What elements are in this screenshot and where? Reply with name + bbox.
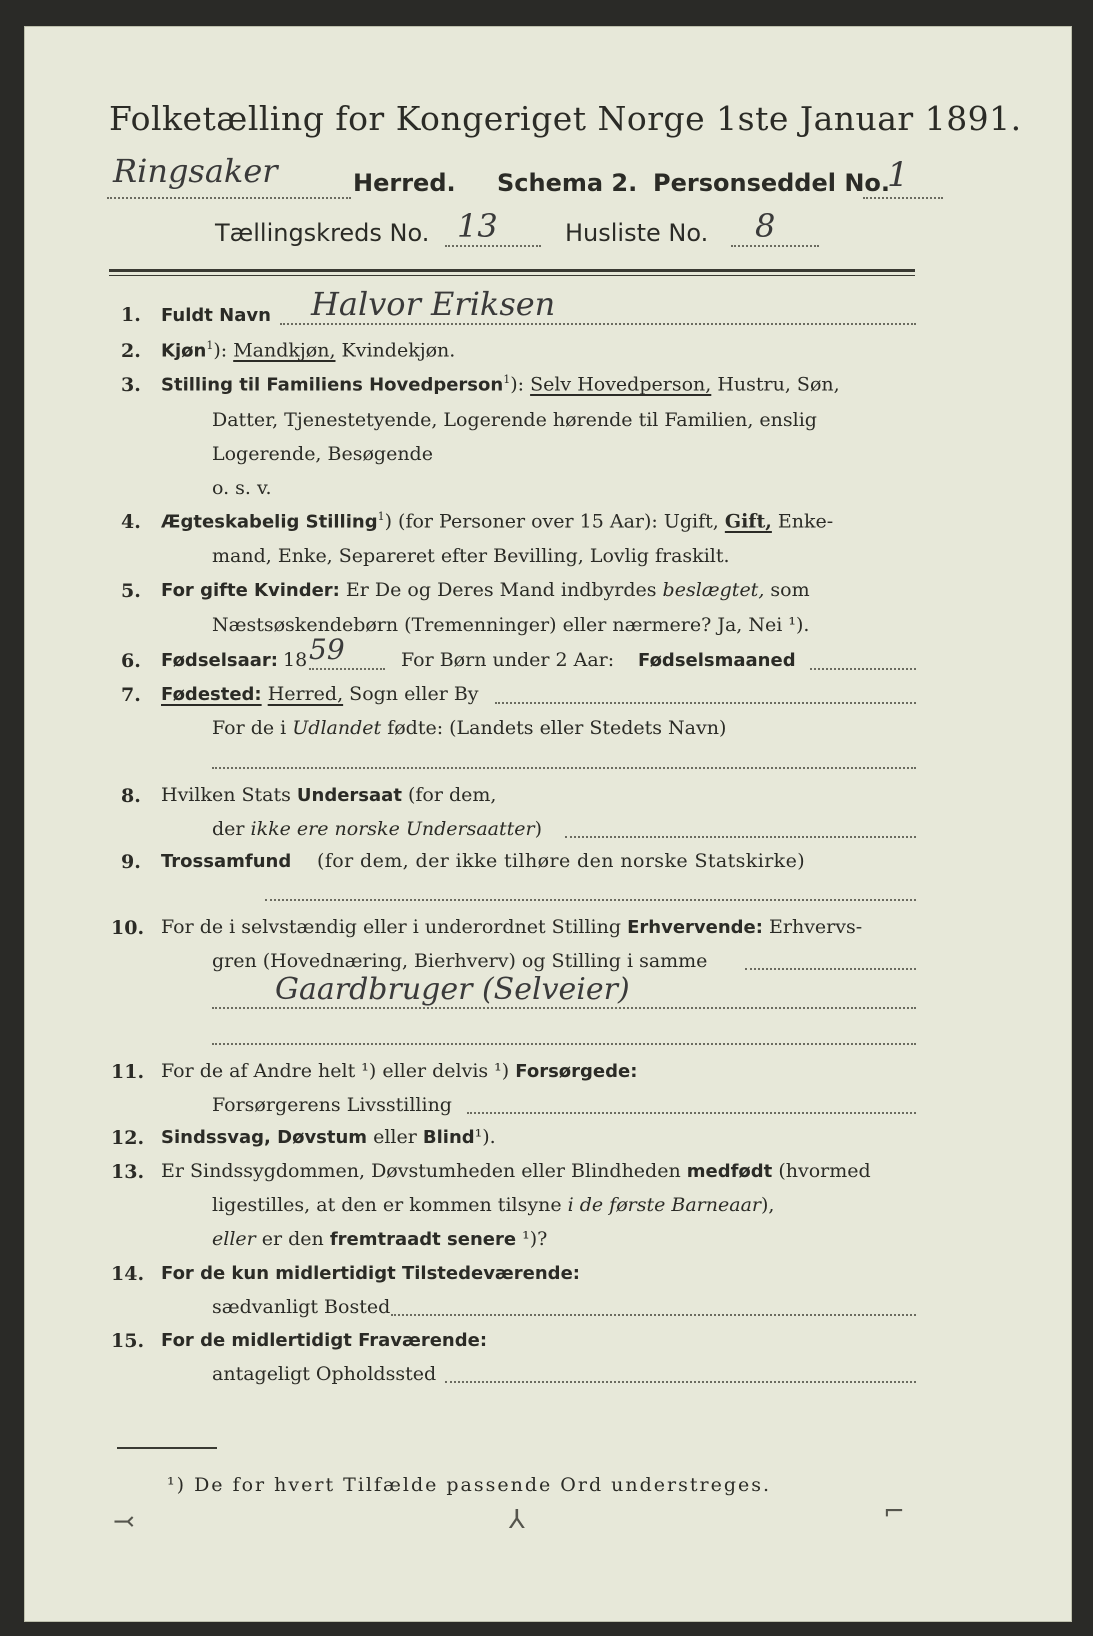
item-number: 8. xyxy=(121,785,141,807)
erhverv-line-2: gren (Hovednæring, Bierhverv) og Stilling i samme xyxy=(212,950,708,972)
undersaat-line-2 xyxy=(212,818,542,840)
full-name-value: Halvor Eriksen xyxy=(311,285,556,323)
medfodt-line2-end: ), xyxy=(761,1194,775,1216)
kjon-selected-option: Mandkjøn, xyxy=(233,339,336,362)
crop-mark: ⅄ xyxy=(509,1505,525,1535)
undersaat-label: Undersaat xyxy=(296,785,402,806)
fodested-dotted-line xyxy=(495,702,916,704)
udland-dotted-line xyxy=(212,767,916,769)
colon: ): xyxy=(510,373,525,396)
header-rule-top xyxy=(109,269,915,272)
sindssvag-line xyxy=(161,1126,496,1148)
footnote-ref: 1 xyxy=(377,510,385,523)
fodselsaar-dotted-line xyxy=(309,668,385,670)
aegteskab-options-end: Enke- xyxy=(777,510,834,533)
fodested-selected-option: Herred, xyxy=(267,683,344,705)
herred-value: Ringsaker xyxy=(113,152,278,190)
fremtraadt-label: fremtraadt senere xyxy=(329,1229,517,1250)
stilling-line-4: o. s. v. xyxy=(212,477,272,499)
forsorgede-text: For de af Andre helt ¹) eller delvis ¹) xyxy=(161,1060,510,1082)
gifte-line xyxy=(161,579,810,601)
item-number: 11. xyxy=(111,1061,145,1083)
medfodt-line-3 xyxy=(212,1228,547,1250)
fodested-label: Fødested: xyxy=(161,684,262,705)
footnote: ¹) De for hvert Tilfælde passende Ord understreges. xyxy=(167,1474,772,1496)
sindssvag-text-end: ¹). xyxy=(474,1126,496,1148)
fodselsaar-label: Fødselsaar: xyxy=(161,650,278,671)
undersaat-line2-text: der xyxy=(212,818,245,840)
aegteskab-selected-option: Gift, xyxy=(724,510,772,533)
stilling-line xyxy=(161,373,840,395)
item-number: 10. xyxy=(111,917,145,939)
stilling-line-2: Datter, Tjenestetyende, Logerende hørende til Familien, enslig xyxy=(212,409,817,431)
personseddel-dotted-line xyxy=(863,197,943,199)
item-number: 9. xyxy=(121,851,141,873)
footnote-rule xyxy=(117,1447,217,1449)
udland-emphasis: Udlandet xyxy=(292,717,382,739)
sindssvag-label: Sindssvag, Døvstum xyxy=(161,1127,368,1148)
gifte-question: Er De og Deres Mand indbyrdes xyxy=(345,579,657,601)
aegteskab-options: ) (for Personer over 15 Aar): Ugift, xyxy=(384,510,719,533)
husliste-label: Husliste No. xyxy=(565,219,709,247)
item-number: 4. xyxy=(121,511,141,533)
erhverv-value: Gaardbruger (Selveier) xyxy=(275,972,630,1007)
medfodt-text: Er Sindssygdommen, Døvstumheden eller Blindheden xyxy=(161,1160,681,1182)
item-number: 12. xyxy=(111,1127,145,1149)
herred-dotted-line xyxy=(107,197,351,199)
erhverv-text: For de i selvstændig eller i underordnet Stilling xyxy=(161,916,622,938)
forsorgede-dotted-line xyxy=(467,1112,916,1114)
sindssvag-text: eller xyxy=(373,1126,417,1148)
erhverv-dotted-line xyxy=(745,968,916,970)
fodselsmaaned-dotted-line xyxy=(810,668,916,670)
opholdssted-dotted-line xyxy=(445,1381,916,1383)
aegteskab-label: Ægteskabelig Stilling xyxy=(161,511,378,533)
item-number: 3. xyxy=(121,374,141,396)
crop-mark: ⤙ xyxy=(113,1507,135,1537)
gifte-question-emphasis: beslægtet, xyxy=(662,579,765,601)
undersaat-text-end: (for dem, xyxy=(407,784,497,806)
stilling-selected-option: Selv Hovedperson, xyxy=(530,373,712,396)
kreds-label: Tællingskreds No. xyxy=(215,219,430,247)
medfodt-line2-text: ligestilles, at den er kommen tilsyne xyxy=(212,1194,562,1216)
gifte-label: For gifte Kvinder: xyxy=(161,580,340,601)
schema-label: Schema 2. xyxy=(497,169,638,197)
item-number: 14. xyxy=(111,1263,145,1285)
item-number: 15. xyxy=(111,1330,145,1352)
tilstedevaerende-line-2: sædvanligt Bosted xyxy=(212,1296,391,1318)
undersaat-paren: ) xyxy=(534,818,543,840)
undersaat-emphasis: ikke ere norske Undersaatter xyxy=(250,818,535,840)
gifte-question-end: som xyxy=(770,579,810,601)
stilling-options: Hustru, Søn, xyxy=(717,373,840,396)
aegteskab-line-2: mand, Enke, Separeret efter Bevilling, Lovlig fraskilt. xyxy=(212,545,730,567)
erhverv-line xyxy=(161,916,862,938)
fodselsmaaned-label: Fødselsmaaned xyxy=(638,650,796,671)
erhverv-value-dotted-line xyxy=(212,1007,916,1009)
fodselsaar-value: 59 xyxy=(309,633,345,666)
medfodt-text-end: (hvormed xyxy=(778,1160,871,1182)
fravaerende-line-2: antageligt Opholdssted xyxy=(212,1363,437,1385)
personseddel-value: 1 xyxy=(887,155,909,195)
eller-emphasis: eller xyxy=(212,1228,256,1250)
form-title: Folketælling for Kongeriget Norge 1ste Januar 1891. xyxy=(109,99,1022,138)
fodested-options: Sogn eller By xyxy=(349,683,479,705)
full-name-label: Fuldt Navn xyxy=(161,305,271,326)
medfodt-line3-end: ¹)? xyxy=(522,1228,548,1250)
fodselsmaaned-prefix: For Børn under 2 Aar: xyxy=(401,649,615,671)
medfodt-emphasis: i de første Barneaar xyxy=(567,1194,761,1216)
forsorgede-line-2: Forsørgerens Livsstilling xyxy=(212,1094,452,1116)
kreds-value: 13 xyxy=(457,207,498,245)
tilstedevaerende-label: For de kun midlertidigt Tilstedeværende: xyxy=(161,1263,580,1284)
aegteskab-line xyxy=(161,510,833,532)
medfodt-label: medfødt xyxy=(686,1161,773,1182)
kjon-label: Kjøn xyxy=(161,340,207,362)
item-number: 13. xyxy=(111,1161,145,1183)
fodselsaar-prefix: 18 xyxy=(283,649,308,671)
erhverv-label: Erhvervende: xyxy=(627,917,763,938)
full-name-dotted-line xyxy=(280,323,916,325)
item-number: 1. xyxy=(121,304,141,326)
undersaat-text: Hvilken Stats xyxy=(161,784,291,806)
colon: ): xyxy=(213,339,228,362)
blind-label: Blind xyxy=(422,1127,475,1148)
kreds-dotted-line xyxy=(445,245,541,247)
gifte-line-2: Næstsøskendebørn (Tremenninger) eller nærmere? Ja, Nei ¹). xyxy=(212,614,810,636)
undersaat-line xyxy=(161,784,496,806)
fodested-line xyxy=(161,683,479,705)
item-number: 2. xyxy=(121,340,141,362)
trossamfund-text: (for dem, der ikke tilhøre den norske Statskirke) xyxy=(317,850,806,872)
forsorgede-label: Forsørgede: xyxy=(515,1061,638,1082)
crop-mark: ⌐ xyxy=(883,1497,905,1527)
header-rule-bottom xyxy=(109,275,915,276)
erhverv-text-end: Erhvervs- xyxy=(769,916,863,938)
trossamfund-dotted-line xyxy=(265,899,916,901)
medfodt-line3-text: er den xyxy=(261,1228,324,1250)
kjon-option: Kvindekjøn. xyxy=(341,339,456,362)
item-number: 5. xyxy=(121,580,141,602)
trossamfund-label: Trossamfund xyxy=(161,851,292,872)
kjon-line xyxy=(161,339,455,361)
item-number: 7. xyxy=(121,684,141,706)
personseddel-label: Personseddel No. xyxy=(653,169,891,197)
herred-label: Herred. xyxy=(353,169,456,197)
husliste-value: 8 xyxy=(755,207,776,245)
udland-text-end: fødte: (Landets eller Stedets Navn) xyxy=(387,717,727,739)
fravaerende-label: For de midlertidigt Fraværende: xyxy=(161,1330,488,1351)
udland-text: For de i xyxy=(212,717,287,739)
stilling-label: Stilling til Familiens Hovedperson xyxy=(161,374,504,396)
husliste-dotted-line xyxy=(731,245,819,247)
medfodt-line-2 xyxy=(212,1194,774,1216)
forsorgede-line xyxy=(161,1060,637,1082)
stilling-line-3: Logerende, Besøgende xyxy=(212,443,433,465)
fodested-line-2 xyxy=(212,717,726,739)
erhverv-extra-dotted-line xyxy=(212,1043,916,1045)
footnote-ref: 1 xyxy=(503,373,511,386)
undersaat-dotted-line xyxy=(565,836,916,838)
bosted-dotted-line xyxy=(391,1314,916,1316)
medfodt-line xyxy=(161,1160,871,1182)
item-number: 6. xyxy=(121,650,141,672)
census-form-page xyxy=(24,26,1072,1622)
footnote-ref: 1 xyxy=(206,339,214,352)
